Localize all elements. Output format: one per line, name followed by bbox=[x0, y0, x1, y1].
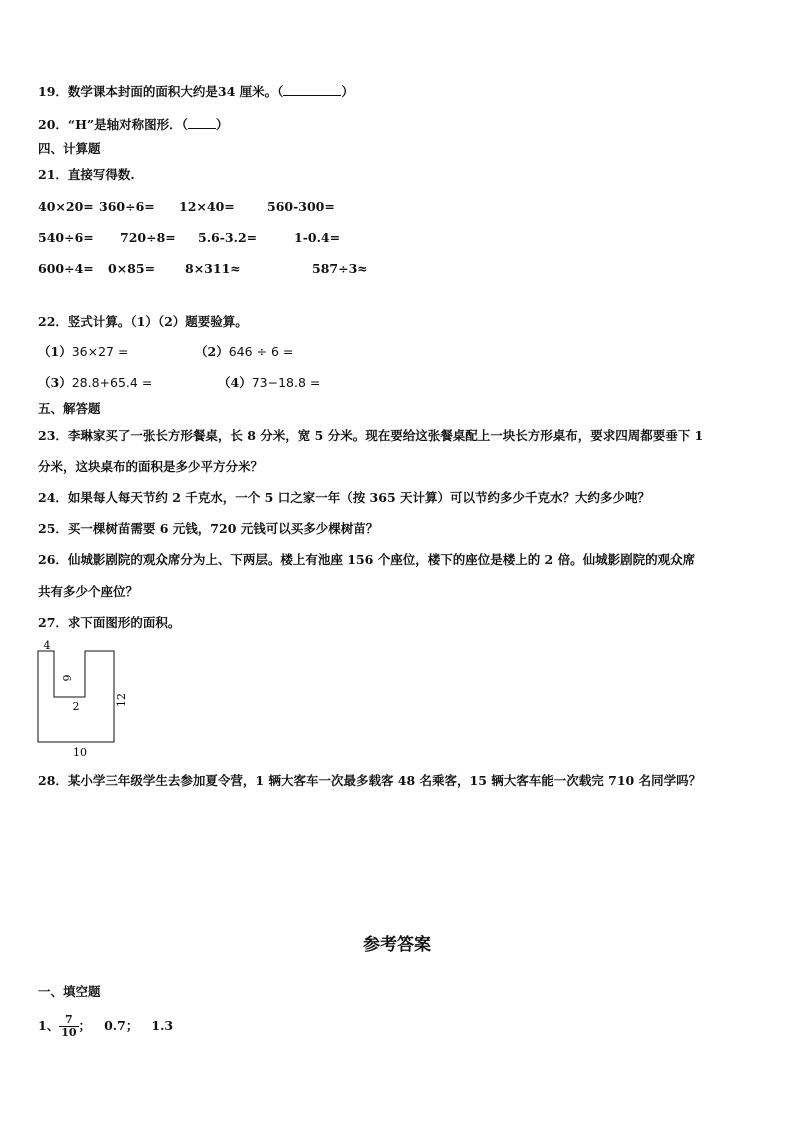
vertical-calc-row-1 bbox=[38, 344, 738, 360]
figure-label-height: 12 bbox=[115, 693, 128, 707]
answer-1 bbox=[38, 1013, 173, 1039]
question-22-title: 22．竖式计算。（1）（2）题要验算。 bbox=[38, 314, 248, 329]
item-expression: 646 ÷ 6 = bbox=[228, 344, 294, 359]
vertical-calc-item bbox=[38, 344, 128, 360]
question-23-line-1: 23．李琳家买了一张长方形餐桌，长 8 分米，宽 5 分米。现在要给这张餐桌配上一块长方形桌布，要求四周都要垂下 1 bbox=[38, 428, 704, 443]
vertical-calc-item bbox=[218, 375, 320, 391]
item-label: （1） bbox=[38, 344, 72, 359]
vertical-calc-item bbox=[195, 344, 293, 360]
calc-item: 600÷4= bbox=[38, 261, 94, 276]
calc-item: 540÷6= bbox=[38, 230, 94, 245]
question-19-close: ） bbox=[341, 84, 354, 99]
vertical-calc-item bbox=[38, 375, 152, 391]
question-28: 28．某小学三年级学生去参加夏令营，1 辆大客车一次最多载客 48 名乘客，15 辆大客车能一次载完 710 名同学吗？ bbox=[38, 773, 702, 788]
question-20 bbox=[38, 116, 228, 133]
item-label: （3） bbox=[38, 375, 72, 390]
figure-label-notch-depth: 6 bbox=[60, 674, 73, 682]
answer-1-prefix: 1、 bbox=[38, 1018, 60, 1033]
item-expression: 36×27 = bbox=[71, 344, 129, 359]
calc-item: 587÷3≈ bbox=[312, 261, 368, 276]
calc-item: 40×20= bbox=[38, 199, 94, 214]
answer-section-1: 一、填空题 bbox=[38, 984, 101, 999]
fraction bbox=[59, 1014, 78, 1039]
calc-item: 1-0.4= bbox=[294, 230, 341, 245]
item-expression: 28.8+65.4 = bbox=[71, 375, 153, 390]
answer-blank[interactable] bbox=[188, 116, 216, 129]
question-25: 25．买一棵树苗需要 6 元钱，720 元钱可以买多少棵树苗？ bbox=[38, 521, 379, 536]
fraction-numerator: 7 bbox=[59, 1014, 78, 1027]
figure-label-width: 10 bbox=[73, 746, 87, 759]
question-27-title: 27．求下面图形的面积。 bbox=[38, 615, 181, 630]
figure-label-top: 4 bbox=[43, 639, 51, 652]
question-26-line-2: 共有多少个座位？ bbox=[38, 584, 139, 599]
answer-blank[interactable] bbox=[283, 83, 341, 96]
question-20-text: 20．“H”是轴对称图形．（ bbox=[38, 117, 188, 132]
figure-label-notch-width: 2 bbox=[72, 700, 80, 713]
question-19-text: 19．数学课本封面的面积大约是34 厘米。（ bbox=[38, 84, 284, 99]
question-20-close: ） bbox=[215, 117, 229, 132]
notched-shape-outline bbox=[38, 651, 114, 742]
calc-row-2 bbox=[38, 230, 738, 246]
answer-1-rest: ； 0.7； 1.3 bbox=[78, 1018, 174, 1033]
calc-item: 0×85= bbox=[108, 261, 156, 276]
item-label: （2） bbox=[195, 344, 229, 359]
calc-row-1 bbox=[38, 199, 738, 215]
notched-shape-figure bbox=[30, 636, 140, 762]
fraction-denominator: 10 bbox=[61, 1026, 77, 1039]
item-expression: 73−18.8 = bbox=[251, 375, 321, 390]
vertical-calc-row-2 bbox=[38, 375, 738, 391]
calc-item: 5.6-3.2= bbox=[198, 230, 258, 245]
calc-item: 8×311≈ bbox=[185, 261, 241, 276]
section-heading-5: 五、解答题 bbox=[38, 401, 101, 416]
calc-row-3 bbox=[38, 261, 738, 277]
question-23-line-2: 分米，这块桌布的面积是多少平方分米？ bbox=[38, 459, 264, 474]
calc-item: 560-300= bbox=[267, 199, 335, 214]
question-24: 24．如果每人每天节约 2 千克水，一个 5 口之家一年（按 365 天计算）可以节约多少千克水？大约多少吨？ bbox=[38, 490, 650, 505]
calc-item: 12×40= bbox=[179, 199, 235, 214]
question-19 bbox=[38, 83, 354, 100]
calc-item: 360÷6= bbox=[99, 199, 155, 214]
question-26-line-1: 26．仙城影剧院的观众席分为上、下两层。楼上有池座 156 个座位，楼下的座位是楼上的 2 倍。仙城影剧院的观众席 bbox=[38, 552, 696, 567]
section-heading-4: 四、计算题 bbox=[38, 141, 101, 156]
answer-key-title: 参考答案 bbox=[363, 935, 431, 955]
calc-item: 720÷8= bbox=[120, 230, 176, 245]
question-21-title: 21．直接写得数. bbox=[38, 167, 135, 182]
item-label: （4） bbox=[218, 375, 252, 390]
